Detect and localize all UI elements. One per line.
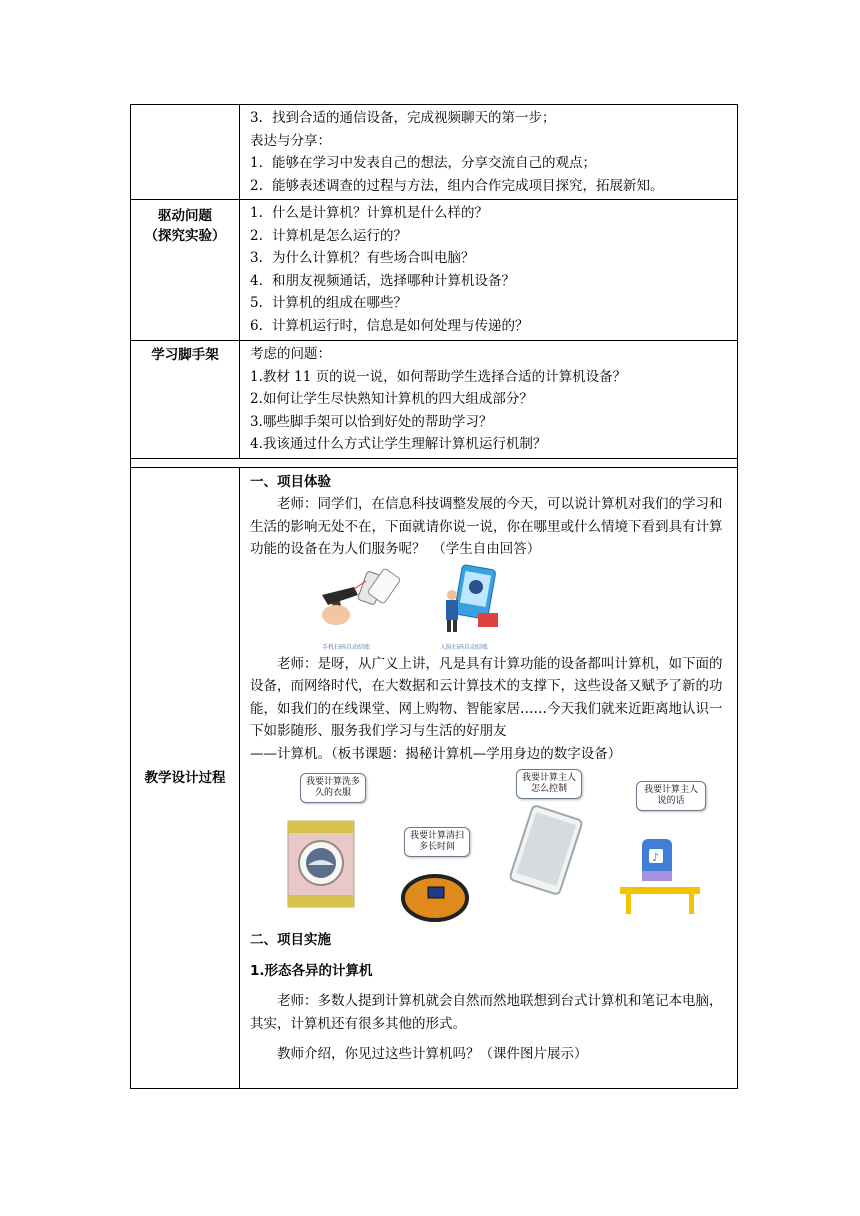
empty-label-cell [131,105,240,200]
smart-devices-illustration [250,765,729,929]
list-item: 4. 和朋友视频通话，选择哪种计算机设备？ [250,272,515,289]
svg-text:♪: ♪ [652,851,660,864]
list-item: 1. 能够在学习中发表自己的想法，分享交流自己的观点； [250,155,596,171]
scan-illustrations [250,561,729,653]
row-driving-questions [131,200,738,341]
list-item: 2.如何让学生尽快熟知计算机的四大组成部分？ [250,391,533,407]
speech-bubble-robot: 我要计算清扫多长时间 [404,827,470,857]
list-item: 3. 为什么计算机？有些场合叫电脑？ [250,250,475,266]
lesson-plan-table [130,104,738,1089]
face-scan-illustration [438,561,508,637]
scaffold-intro: 考虑的问题： [250,346,331,362]
robot-vacuum-icon [400,873,470,923]
list-item: 表达与分享： [250,132,331,149]
subsection-title: 1.形态各异的计算机 [250,962,373,979]
section-title: 二、项目实施 [250,932,331,948]
caption: 人脸扫码自动结账 [440,643,489,651]
list-item: 5. 计算机的组成在哪些？ [250,295,407,311]
driving-questions-cell [240,200,738,341]
tablet-icon [506,805,586,895]
list-item: 6. 计算机运行时，信息是如何处理与传递的？ [250,317,529,334]
paragraph: 老师：多数人提到计算机就会自然而然地联想到台式计算机和笔记本电脑，其实，计算机还有很多其他的形式。 [250,993,723,1032]
row-spacer [131,458,738,467]
list-item: 3. 找到合适的通信设备，完成视频聊天的第一步； [250,110,556,126]
design-process-label: 教学设计过程 [131,467,240,1088]
section-title: 一、项目体验 [250,473,331,490]
speech-bubble-washer: 我要计算洗多久的衣服 [300,773,366,803]
paragraph: 老师：同学们，在信息科技调整发展的今天，可以说计算机对我们的学习和生活的影响无处不在，下面就请你说一说，你在哪里或什么情境下看到具有计算功能的设备在为人们服务呢？ （学生自由回答） [250,496,723,557]
row-design-process [131,467,738,1088]
spacer-cell [131,458,738,467]
caption: 手机扫码自动结账 [322,643,371,651]
paragraph: ——计算机。（板书课题：揭秘计算机—学用身边的数字设备） [250,745,622,762]
list-item: 4.我该通过什么方式让学生理解计算机运行机制？ [250,436,547,452]
paragraph: 老师：是呀，从广义上讲，凡是具有计算功能的设备都叫计算机，如下面的设备，而网络时代，在大数据和云计算技术的支撑下，这些设备又赋予了新的功能，如我们的在线课堂、网上购物、智能家居……今天我们就来近距离地认识一下如影随形、服务我们学习与生活的好朋友 [250,655,723,739]
list-item: 2. 计算机是怎么运行的？ [250,227,407,244]
list-item: 2. 能够表述调查的过程与方法，组内合作完成项目探究，拓展新知。 [250,177,664,194]
speech-bubble-speaker: 我要计算主人说的话 [636,781,706,811]
smart-speaker-icon [618,837,702,917]
paragraph: 教师介绍，你见过这些计算机吗？（课件图片展示） [277,1046,588,1062]
design-process-cell [240,467,738,1088]
speech-bubble-tablet: 我要计算主人怎么控制 [516,769,582,799]
row-scaffold [131,341,738,459]
scaffold-cell [240,341,738,459]
driving-questions-label: 驱动问题 （探究实验） [131,200,240,341]
list-item: 1.教材 11 页的说一说，如何帮助学生选择合适的计算机设备？ [250,368,627,385]
barcode-scanner-illustration [314,565,404,635]
row-objectives-continued [131,105,738,200]
washing-machine-icon [286,819,356,909]
scaffold-label: 学习脚手架 [131,341,240,459]
list-item: 1. 什么是计算机？计算机是什么样的？ [250,205,488,221]
list-item: 3.哪些脚手架可以恰到好处的帮助学习？ [250,413,493,430]
objectives-cell [240,105,738,200]
